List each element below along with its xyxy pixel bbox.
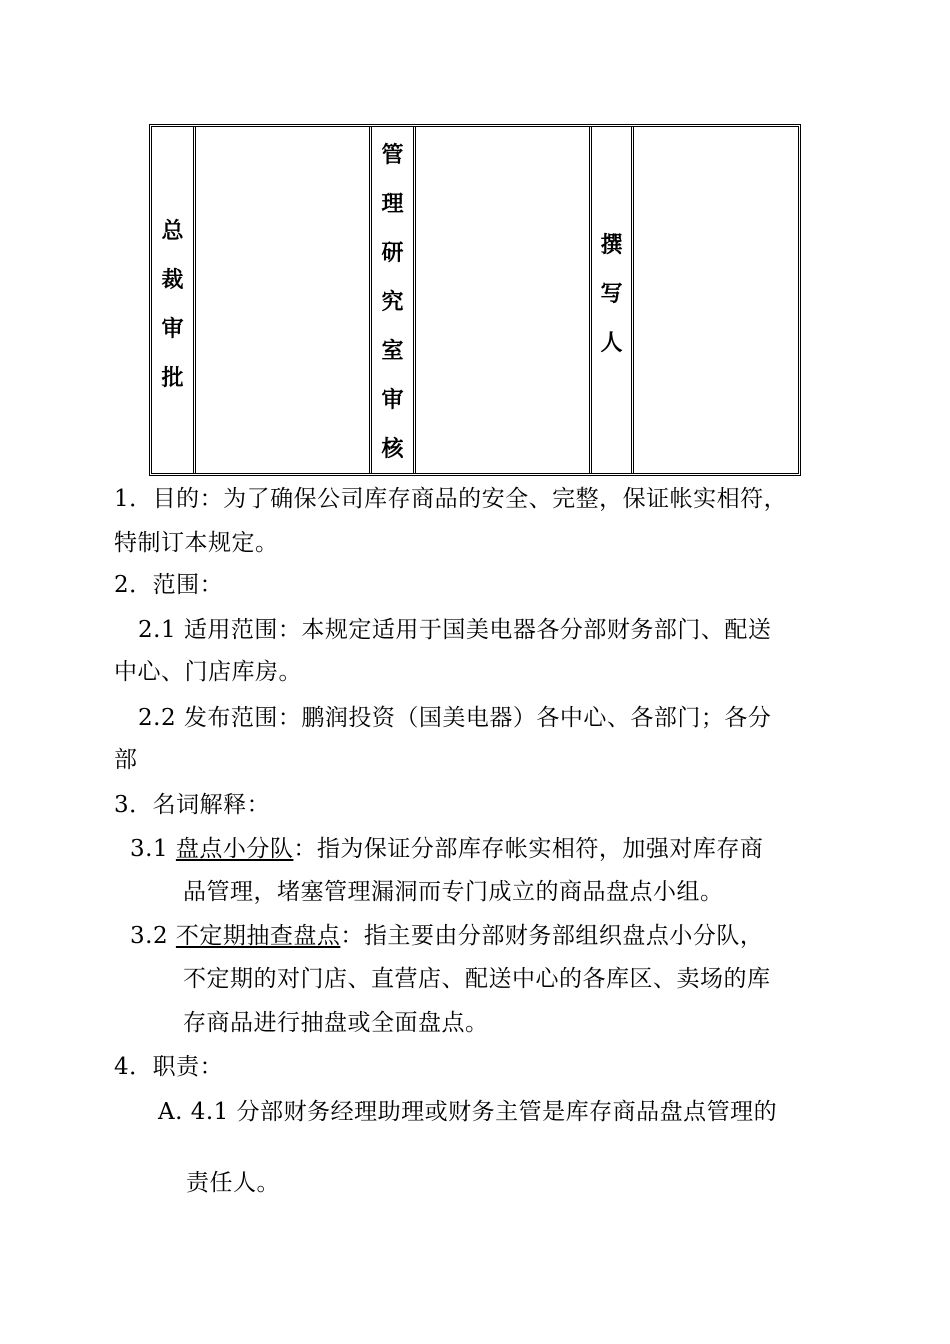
section-3-2-definition [130,917,763,950]
author-label-cell [592,127,634,473]
section-3-1-text: ：指为保证分部库存帐实相符，加强对库存商 [293,836,764,862]
section-3-2-number: 3.2 [130,923,176,949]
section-2-2-scope-cont: 部 [114,747,138,773]
section-3-1-number: 3.1 [130,836,176,862]
management-review-label: 管 理 研 究 室 审 核 [381,143,404,462]
section-2-title: 2．范围： [114,572,224,598]
president-approval-signature-cell[interactable] [196,127,372,473]
section-1-purpose-cont: 特制订本规定。 [114,530,279,556]
president-approval-label: 总 裁 审 批 [161,219,184,391]
section-3-2-definition-cont2: 存商品进行抽盘或全面盘点。 [183,1010,489,1036]
author-signature-cell[interactable] [634,127,798,473]
author-label: 撰 写 人 [600,233,623,356]
section-3-1-definition-cont: 品管理，堵塞管理漏洞而专门成立的商品盘点小组。 [183,879,724,905]
section-4-1-responsibility-cont: 责任人。 [186,1170,280,1196]
section-4-title: 4．职责： [114,1054,224,1080]
section-3-1-definition [130,830,763,863]
section-2-2-scope: 2.2 发布范围：鹏润投资（国美电器）各中心、各部门；各分 [138,705,772,731]
section-3-title: 3．名词解释： [114,792,271,818]
management-review-signature-cell[interactable] [416,127,592,473]
section-2-1-scope-cont: 中心、门店库房。 [114,659,302,685]
term-random-spot-check: 不定期抽查盘点 [175,923,341,949]
section-4-1-responsibility: A. 4.1 分部财务经理助理或财务主管是库存商品盘点管理的 [158,1099,778,1125]
section-1-purpose: 1．目的：为了确保公司库存商品的安全、完整，保证帐实相符， [114,486,788,512]
section-3-2-definition-cont: 不定期的对门店、直营店、配送中心的各库区、卖场的库 [183,966,771,992]
management-review-label-cell [372,127,416,473]
section-2-1-scope: 2.1 适用范围：本规定适用于国美电器各分部财务部门、配送 [138,617,772,643]
president-approval-label-cell [152,127,196,473]
section-3-2-text: ：指主要由分部财务部组织盘点小分队， [340,923,764,949]
approval-table [149,124,801,476]
term-inventory-team: 盘点小分队 [175,836,294,862]
